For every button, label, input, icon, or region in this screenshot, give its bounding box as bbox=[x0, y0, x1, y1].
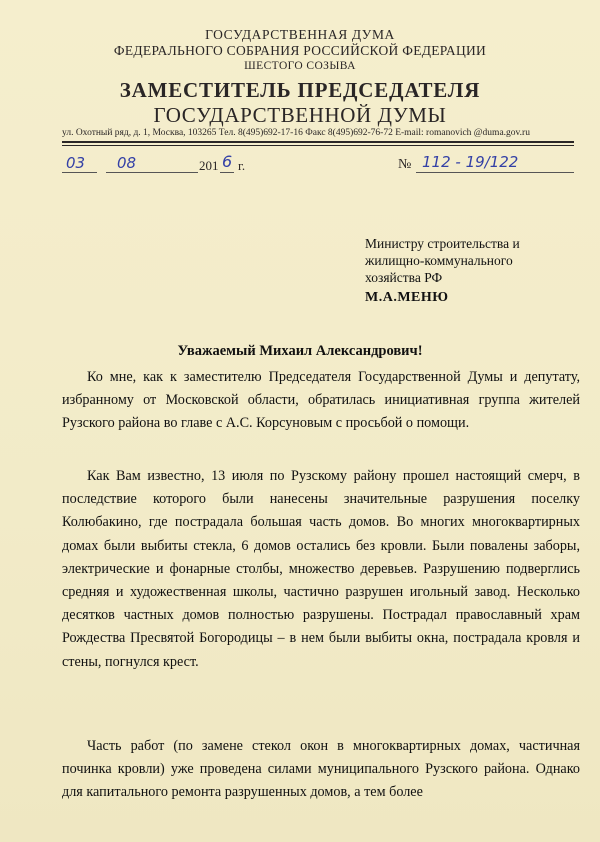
body-paragraph bbox=[62, 366, 580, 436]
org-name-line1: ГОСУДАРСТВЕННАЯ ДУМА bbox=[205, 27, 395, 42]
greeting: Уважаемый Михаил Александрович! bbox=[177, 343, 423, 359]
header-divider-thin bbox=[62, 145, 574, 146]
addressee-line: жилищно-коммунального bbox=[365, 253, 513, 268]
date-month: 08 bbox=[117, 154, 137, 172]
date-year-underline bbox=[220, 172, 234, 173]
paragraph-text: Как Вам известно, 13 июля по Рузскому району прошел настоящий смерч, в последствие которого были нанесены значительные разрушения поселку Колюбакино, где пострадала большая часть домов. Во многих многоквартирных домах были выбиты стекла, 6 домов остались без кровли. Были повалены заборы, электрические и фонарные столбы, множество деревьев. Разрушению подверглись средняя и художественная школы, частично разрушен игольный завод. Несколько десятков частных домов полностью разрушены. Пострадал православный храм Рождества Пресвятой Богородицы – в нем были выбиты окна, пострадала кровля и стены, погнулся крест. bbox=[62, 468, 580, 670]
number-label: № bbox=[398, 157, 412, 172]
body-paragraph bbox=[62, 735, 580, 805]
date-year-prefix: 201 bbox=[199, 158, 219, 173]
header-divider bbox=[62, 141, 574, 143]
addressee-line: хозяйства РФ bbox=[365, 270, 443, 285]
date-day-underline bbox=[62, 172, 97, 173]
body-paragraph bbox=[62, 465, 580, 674]
number-underline bbox=[416, 172, 574, 173]
date-day: 03 bbox=[66, 154, 86, 172]
document-number: 112 - 19/122 bbox=[422, 153, 519, 171]
letterhead-title: ЗАМЕСТИТЕЛЬ ПРЕДСЕДАТЕЛЯ bbox=[119, 78, 481, 102]
addressee-block bbox=[365, 235, 585, 286]
letterhead-subtitle: ГОСУДАРСТВЕННОЙ ДУМЫ bbox=[153, 103, 447, 127]
date-year-digit: 6 bbox=[222, 152, 233, 171]
org-name-line2: ФЕДЕРАЛЬНОГО СОБРАНИЯ РОССИЙСКОЙ ФЕДЕРАЦИИ bbox=[113, 43, 487, 58]
date-month-underline bbox=[106, 172, 198, 173]
paragraph-text: Часть работ (по замене стекол окон в многоквартирных домах, частичная починка кровли) уже проведена силами муниципального Рузского района. Однако для капитального ремонта разрушенных домов, а тем более bbox=[62, 738, 580, 801]
date-year-suffix: г. bbox=[238, 158, 246, 173]
paragraph-text: Ко мне, как к заместителю Председателя Государственной Думы и депутату, избранному от Московской области, обратилась инициативная группа жителей Рузского района во главе с А.С. Корсуновым с просьбой о помощи. bbox=[62, 369, 580, 432]
addressee-name: М.А.МЕНЮ bbox=[365, 290, 449, 305]
contact-info: ул. Охотный ряд, д. 1, Москва, 103265 Тел. 8(495)692-17-16 Факс 8(495)692-76-72 E-mail: romanovich @duma.gov.ru bbox=[62, 128, 530, 138]
addressee-line: Министру строительства и bbox=[365, 236, 520, 251]
convocation: ШЕСТОГО СОЗЫВА bbox=[244, 60, 356, 72]
